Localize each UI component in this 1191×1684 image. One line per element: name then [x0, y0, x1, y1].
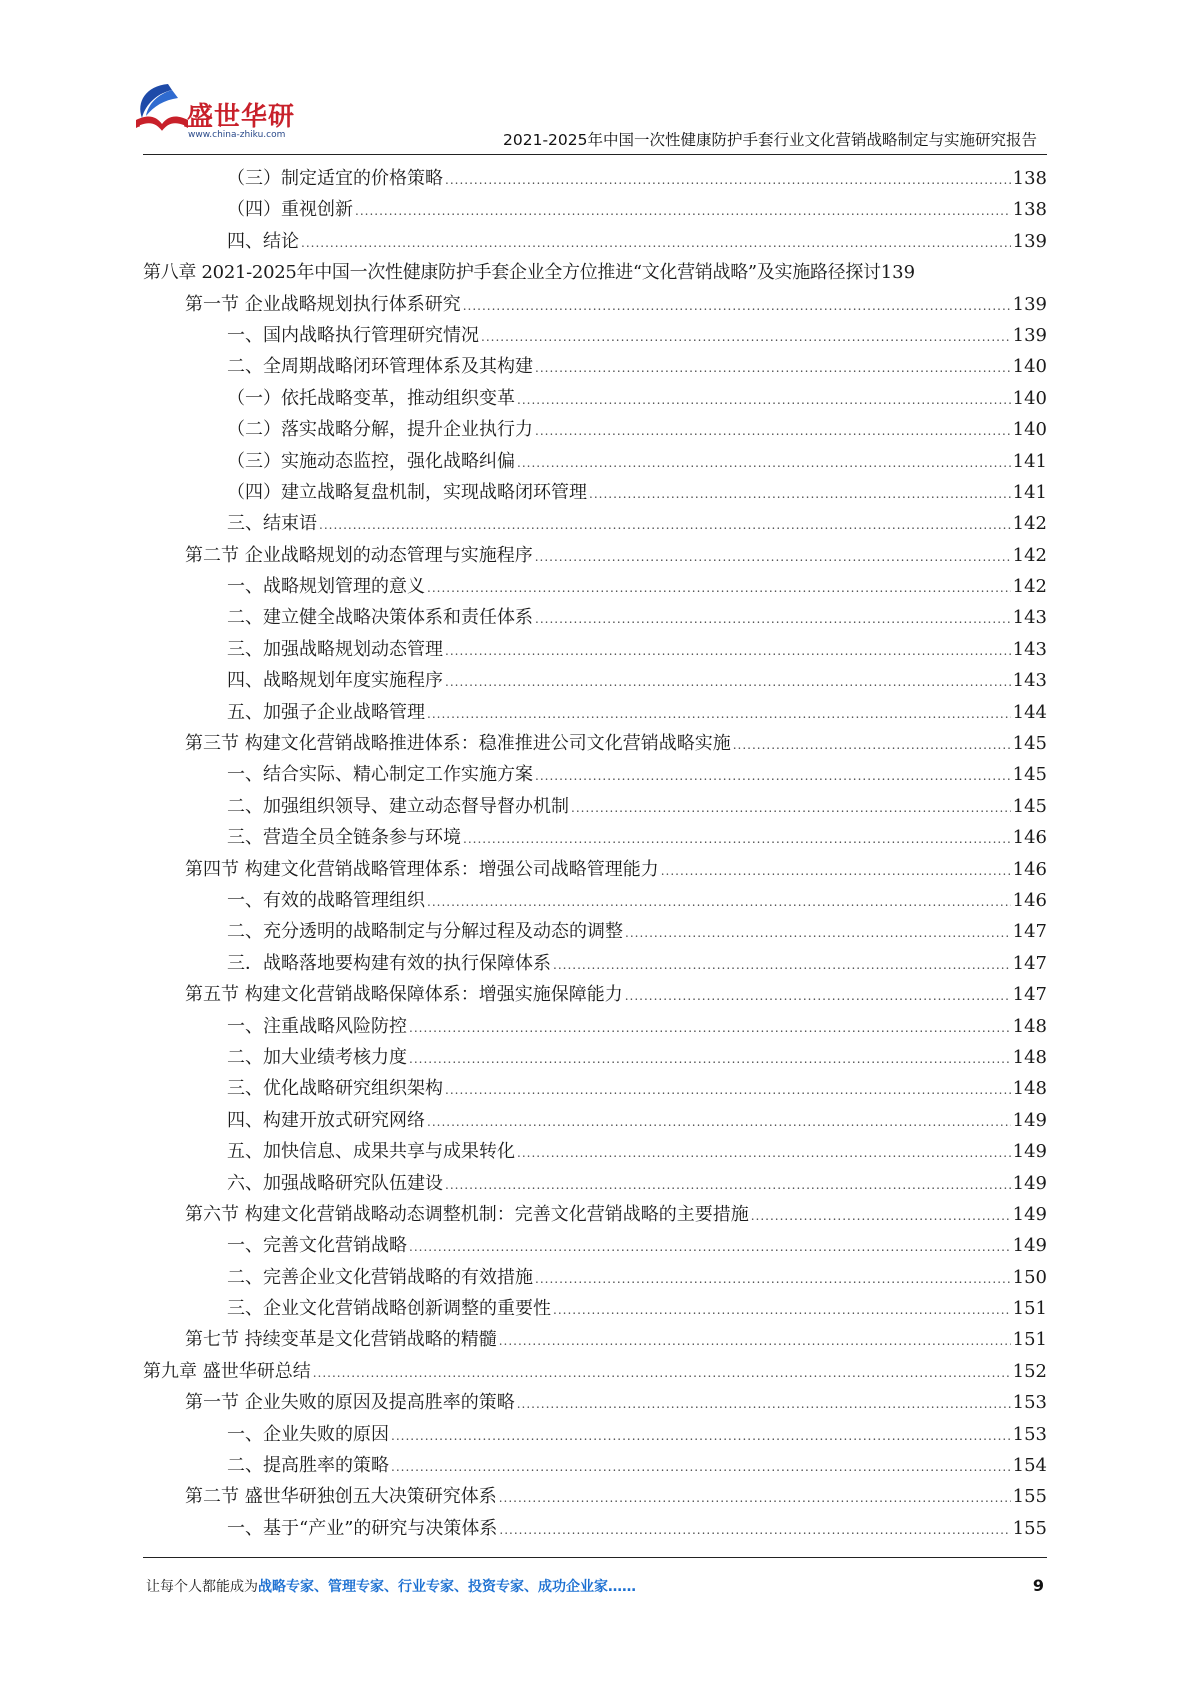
toc-page-number: 145 [1012, 795, 1047, 817]
toc-entry-title: 三、加强战略规划动态管理 [227, 638, 443, 660]
toc-entry-title: 一、注重战略风险防控 [227, 1015, 407, 1037]
toc-subsection-entry[interactable] [143, 1230, 1047, 1261]
logo-name: 盛世华研 [187, 102, 296, 132]
toc-dot-leader [301, 228, 1011, 259]
toc-dot-leader [535, 761, 1011, 792]
toc-page-number: 149 [1012, 1203, 1047, 1225]
toc-page-number: 139 [880, 262, 916, 284]
toc-entry-title: 五、加快信息、成果共享与成果转化 [227, 1141, 515, 1163]
toc-dot-leader [751, 1201, 1011, 1232]
toc-page-number: 151 [1012, 1329, 1047, 1351]
toc-entry-title: 六、加强战略研究队伍建设 [227, 1172, 443, 1194]
toc-subsection-entry[interactable] [143, 383, 1047, 414]
toc-entry-title: 第四节 构建文化营销战略管理体系：增强公司战略管理能力 [185, 858, 659, 880]
toc-dot-leader [391, 1452, 1011, 1483]
toc-dot-leader [427, 573, 1011, 604]
toc-subsection-entry[interactable] [143, 477, 1047, 508]
toc-entry-title: 三、结束语 [227, 513, 317, 535]
toc-entry-title: 第一节 企业战略规划执行体系研究 [185, 293, 461, 315]
toc-page-number: 144 [1012, 701, 1047, 723]
toc-subsection-entry[interactable] [143, 759, 1047, 790]
toc-entry-title: （三）制定适宜的价格策略 [227, 168, 443, 189]
logo-url: www.china-zhiku.com [188, 130, 286, 140]
toc-page-number: 139 [1012, 230, 1047, 252]
toc-entry-title: 二、加大业绩考核力度 [227, 1046, 407, 1068]
toc-subsection-entry[interactable] [143, 697, 1047, 728]
toc-dot-leader [499, 1326, 1011, 1357]
toc-subsection-entry[interactable] [143, 414, 1047, 445]
toc-page-number: 142 [1012, 544, 1047, 566]
toc-page-number: 149 [1012, 1141, 1047, 1163]
toc-page-number: 141 [1012, 450, 1047, 472]
toc-dot-leader [409, 1013, 1011, 1044]
toc-dot-leader [427, 1107, 1011, 1138]
toc-chapter-entry[interactable] [143, 1356, 1047, 1387]
toc-entry-title: 二、提高胜率的策略 [227, 1455, 389, 1477]
toc-entry-title: 一、结合实际、精心制定工作实施方案 [227, 764, 533, 786]
toc-subsection-entry[interactable] [143, 351, 1047, 382]
toc-page-number: 148 [1012, 1046, 1047, 1068]
toc-dot-leader [445, 1075, 1011, 1106]
toc-dot-leader [463, 291, 1011, 322]
toc-dot-leader [391, 1421, 1011, 1452]
toc-entry-title: 二、加强组织领导、建立动态督导督办机制 [227, 795, 569, 817]
toc-page-number: 142 [1012, 513, 1047, 535]
toc-entry-title: 四、战略规划年度实施程序 [227, 670, 443, 692]
toc-section-entry[interactable] [143, 854, 1047, 885]
toc-subsection-entry[interactable] [143, 791, 1047, 822]
page-number: 9 [1032, 1576, 1044, 1595]
toc-page-number: 145 [1012, 733, 1047, 755]
toc-entry-title: 第三节 构建文化营销战略推进体系：稳准推进公司文化营销战略实施 [185, 733, 731, 755]
toc-section-entry[interactable] [143, 728, 1047, 759]
toc-dot-leader [481, 322, 1011, 353]
toc-subsection-entry[interactable] [143, 1262, 1047, 1293]
header-divider [143, 154, 1047, 155]
toc-page-number: 150 [1012, 1266, 1047, 1288]
toc-entry-title: 三、优化战略研究组织架构 [227, 1078, 443, 1100]
page-footer [146, 1576, 1046, 1600]
toc-subsection-entry[interactable] [143, 822, 1047, 853]
toc-dot-leader [571, 793, 1011, 824]
toc-dot-leader [535, 542, 1011, 573]
toc-subsection-entry[interactable] [143, 885, 1047, 916]
toc-dot-leader [535, 604, 1011, 635]
toc-subsection-entry[interactable] [143, 1136, 1047, 1167]
toc-chapter-entry[interactable] [143, 257, 1047, 288]
toc-page-number: 149 [1012, 1172, 1047, 1194]
report-title: 2021-2025年中国一次性健康防护手套行业文化营销战略制定与实施研究报告 [503, 131, 1037, 149]
toc-page-number: 138 [1012, 199, 1047, 221]
toc-subsection-entry[interactable] [143, 508, 1047, 539]
company-logo [132, 80, 302, 145]
toc-page-number: 146 [1012, 858, 1047, 880]
toc-entry-title: 第二节 企业战略规划的动态管理与实施程序 [185, 544, 533, 566]
toc-dot-leader [409, 1044, 1011, 1075]
toc-section-entry[interactable] [143, 1324, 1047, 1355]
toc-page-number: 142 [1012, 576, 1047, 598]
toc-dot-leader [553, 1295, 1011, 1326]
toc-dot-leader [517, 1138, 1011, 1169]
toc-entry-title: 一、完善文化营销战略 [227, 1235, 407, 1257]
toc-entry-title: 二、完善企业文化营销战略的有效措施 [227, 1266, 533, 1288]
toc-dot-leader [319, 510, 1011, 541]
toc-dot-leader [499, 1515, 1010, 1546]
toc-dot-leader [445, 165, 1011, 196]
toc-entry-title: 四、结论 [227, 230, 299, 252]
toc-page-number: 147 [1012, 921, 1047, 943]
footer-slogan-prefix: 让每个人都能成为 [146, 1579, 258, 1595]
toc-dot-leader [535, 416, 1011, 447]
toc-subsection-entry[interactable] [143, 446, 1047, 477]
toc-entry-title: 一、有效的战略管理组织 [227, 889, 425, 911]
toc-dot-leader [445, 1170, 1011, 1201]
toc-subsection-entry[interactable] [143, 634, 1047, 665]
toc-dot-leader [427, 887, 1011, 918]
toc-entry-title: 第一节 企业失败的原因及提高胜率的策略 [185, 1392, 515, 1414]
toc-page-number: 148 [1012, 1015, 1047, 1037]
toc-section-entry[interactable] [143, 540, 1047, 571]
toc-entry-title: 一、国内战略执行管理研究情况 [227, 324, 479, 346]
toc-page-number: 141 [1012, 481, 1047, 503]
toc-subsection-entry[interactable] [143, 1293, 1047, 1324]
toc-subsection-entry[interactable] [143, 665, 1047, 696]
toc-subsection-entry[interactable] [143, 571, 1047, 602]
toc-entry-title: 一、基于“产业”的研究与决策体系 [227, 1517, 498, 1539]
toc-entry-title: 三．战略落地要构建有效的执行保障体系 [227, 952, 551, 974]
toc-page-number: 154 [1012, 1455, 1047, 1477]
toc-entry-title: （四）建立战略复盘机制，实现战略闭环管理 [227, 481, 587, 503]
toc-section-entry[interactable] [143, 1199, 1047, 1230]
toc-entry-title: 二、建立健全战略决策体系和责任体系 [227, 607, 533, 629]
toc-dot-leader [517, 448, 1011, 479]
toc-dot-leader [313, 1358, 1011, 1389]
toc-page-number: 146 [1012, 827, 1047, 849]
toc-subsection-entry[interactable] [143, 194, 1047, 225]
toc-section-entry[interactable] [143, 979, 1047, 1010]
toc-subsection-entry[interactable] [143, 226, 1047, 257]
toc-page-number: 152 [1012, 1360, 1047, 1382]
toc-dot-leader [517, 385, 1011, 416]
toc-dot-leader [625, 918, 1011, 949]
toc-subsection-entry[interactable] [143, 1419, 1047, 1450]
toc-entry-title: 一、企业失败的原因 [227, 1423, 389, 1445]
toc-entry-title: 第六节 构建文化营销战略动态调整机制：完善文化营销战略的主要措施 [185, 1203, 749, 1225]
toc-entry-title: （四）重视创新 [227, 199, 353, 221]
toc-subsection-entry[interactable] [143, 1450, 1047, 1481]
toc-page-number: 149 [1012, 1109, 1047, 1131]
toc-subsection-entry[interactable] [143, 163, 1047, 194]
toc-entry-title: 第二节 盛世华研独创五大决策研究体系 [185, 1486, 497, 1508]
toc-page-number: 139 [1012, 293, 1047, 315]
toc-entry-title: 第五节 构建文化营销战略保障体系：增强实施保障能力 [185, 984, 623, 1006]
toc-page-number: 139 [1012, 324, 1047, 346]
logo-book-icon [132, 80, 192, 140]
toc-dot-leader [589, 479, 1011, 510]
toc-page-number: 140 [1012, 387, 1047, 409]
toc-entry-title: 二、全周期战略闭环管理体系及其构建 [227, 356, 533, 378]
toc-section-entry[interactable] [143, 1387, 1047, 1418]
toc-entry-title: 四、构建开放式研究网络 [227, 1109, 425, 1131]
toc-subsection-entry[interactable] [143, 602, 1047, 633]
toc-page-number: 140 [1012, 356, 1047, 378]
toc-dot-leader [445, 636, 1011, 667]
table-of-contents [143, 163, 1047, 1544]
toc-dot-leader [517, 1389, 1011, 1420]
toc-subsection-entry[interactable] [143, 1042, 1047, 1073]
toc-subsection-entry[interactable] [143, 916, 1047, 947]
toc-page-number: 153 [1012, 1392, 1047, 1414]
toc-page-number: 146 [1012, 889, 1047, 911]
toc-entry-title: （三）实施动态监控，强化战略纠偏 [227, 450, 515, 472]
toc-subsection-entry[interactable] [143, 1073, 1047, 1104]
toc-dot-leader [553, 950, 1011, 981]
toc-dot-leader [445, 667, 1011, 698]
toc-subsection-entry[interactable] [143, 1011, 1047, 1042]
page-header [0, 0, 1191, 165]
toc-dot-leader [463, 824, 1011, 855]
toc-subsection-entry[interactable] [143, 1105, 1047, 1136]
toc-page-number: 147 [1012, 984, 1047, 1006]
toc-entry-title: （二）落实战略分解，提升企业执行力 [227, 419, 533, 441]
toc-entry-title: 第七节 持续变革是文化营销战略的精髓 [185, 1329, 497, 1351]
toc-entry-title: 三、企业文化营销战略创新调整的重要性 [227, 1298, 551, 1320]
toc-dot-leader [499, 1483, 1011, 1514]
toc-entry-title: 第九章 盛世华研总结 [143, 1360, 311, 1382]
toc-section-entry[interactable] [143, 289, 1047, 320]
toc-page-number: 153 [1012, 1423, 1047, 1445]
footer-slogan-roles: 战略专家、管理专家、行业专家、投资专家、成功企业家…… [258, 1579, 636, 1595]
toc-entry-title: 第八章 2021-2025年中国一次性健康防护手套企业全方位推进“文化营销战略”及实施路径探讨 [143, 262, 881, 284]
toc-dot-leader [733, 730, 1011, 761]
toc-dot-leader [427, 699, 1011, 730]
toc-page-number: 140 [1012, 419, 1047, 441]
toc-dot-leader [625, 981, 1011, 1012]
toc-dot-leader [661, 856, 1011, 887]
toc-page-number: 143 [1012, 607, 1047, 629]
footer-divider [143, 1557, 1047, 1558]
toc-entry-title: （一）依托战略变革，推动组织变革 [227, 387, 515, 409]
toc-page-number: 147 [1012, 952, 1047, 974]
toc-subsection-entry[interactable] [143, 1513, 1047, 1544]
toc-page-number: 151 [1012, 1298, 1047, 1320]
toc-subsection-entry[interactable] [143, 948, 1047, 979]
toc-page-number: 155 [1012, 1517, 1047, 1539]
toc-page-number: 138 [1012, 168, 1047, 189]
toc-entry-title: 五、加强子企业战略管理 [227, 701, 425, 723]
toc-subsection-entry[interactable] [143, 320, 1047, 351]
toc-page-number: 143 [1012, 638, 1047, 660]
toc-section-entry[interactable] [143, 1481, 1047, 1512]
toc-page-number: 149 [1012, 1235, 1047, 1257]
toc-entry-title: 二、充分透明的战略制定与分解过程及动态的调整 [227, 921, 623, 943]
toc-subsection-entry[interactable] [143, 1168, 1047, 1199]
toc-page-number: 143 [1012, 670, 1047, 692]
toc-entry-title: 一、战略规划管理的意义 [227, 576, 425, 598]
toc-page-number: 145 [1012, 764, 1047, 786]
toc-dot-leader [535, 1264, 1011, 1295]
toc-page-number: 155 [1012, 1486, 1047, 1508]
toc-entry-title: 三、营造全员全链条参与环境 [227, 827, 461, 849]
toc-dot-leader [409, 1232, 1011, 1263]
toc-dot-leader [355, 196, 1011, 227]
toc-dot-leader [535, 353, 1011, 384]
toc-page-number: 148 [1012, 1078, 1047, 1100]
